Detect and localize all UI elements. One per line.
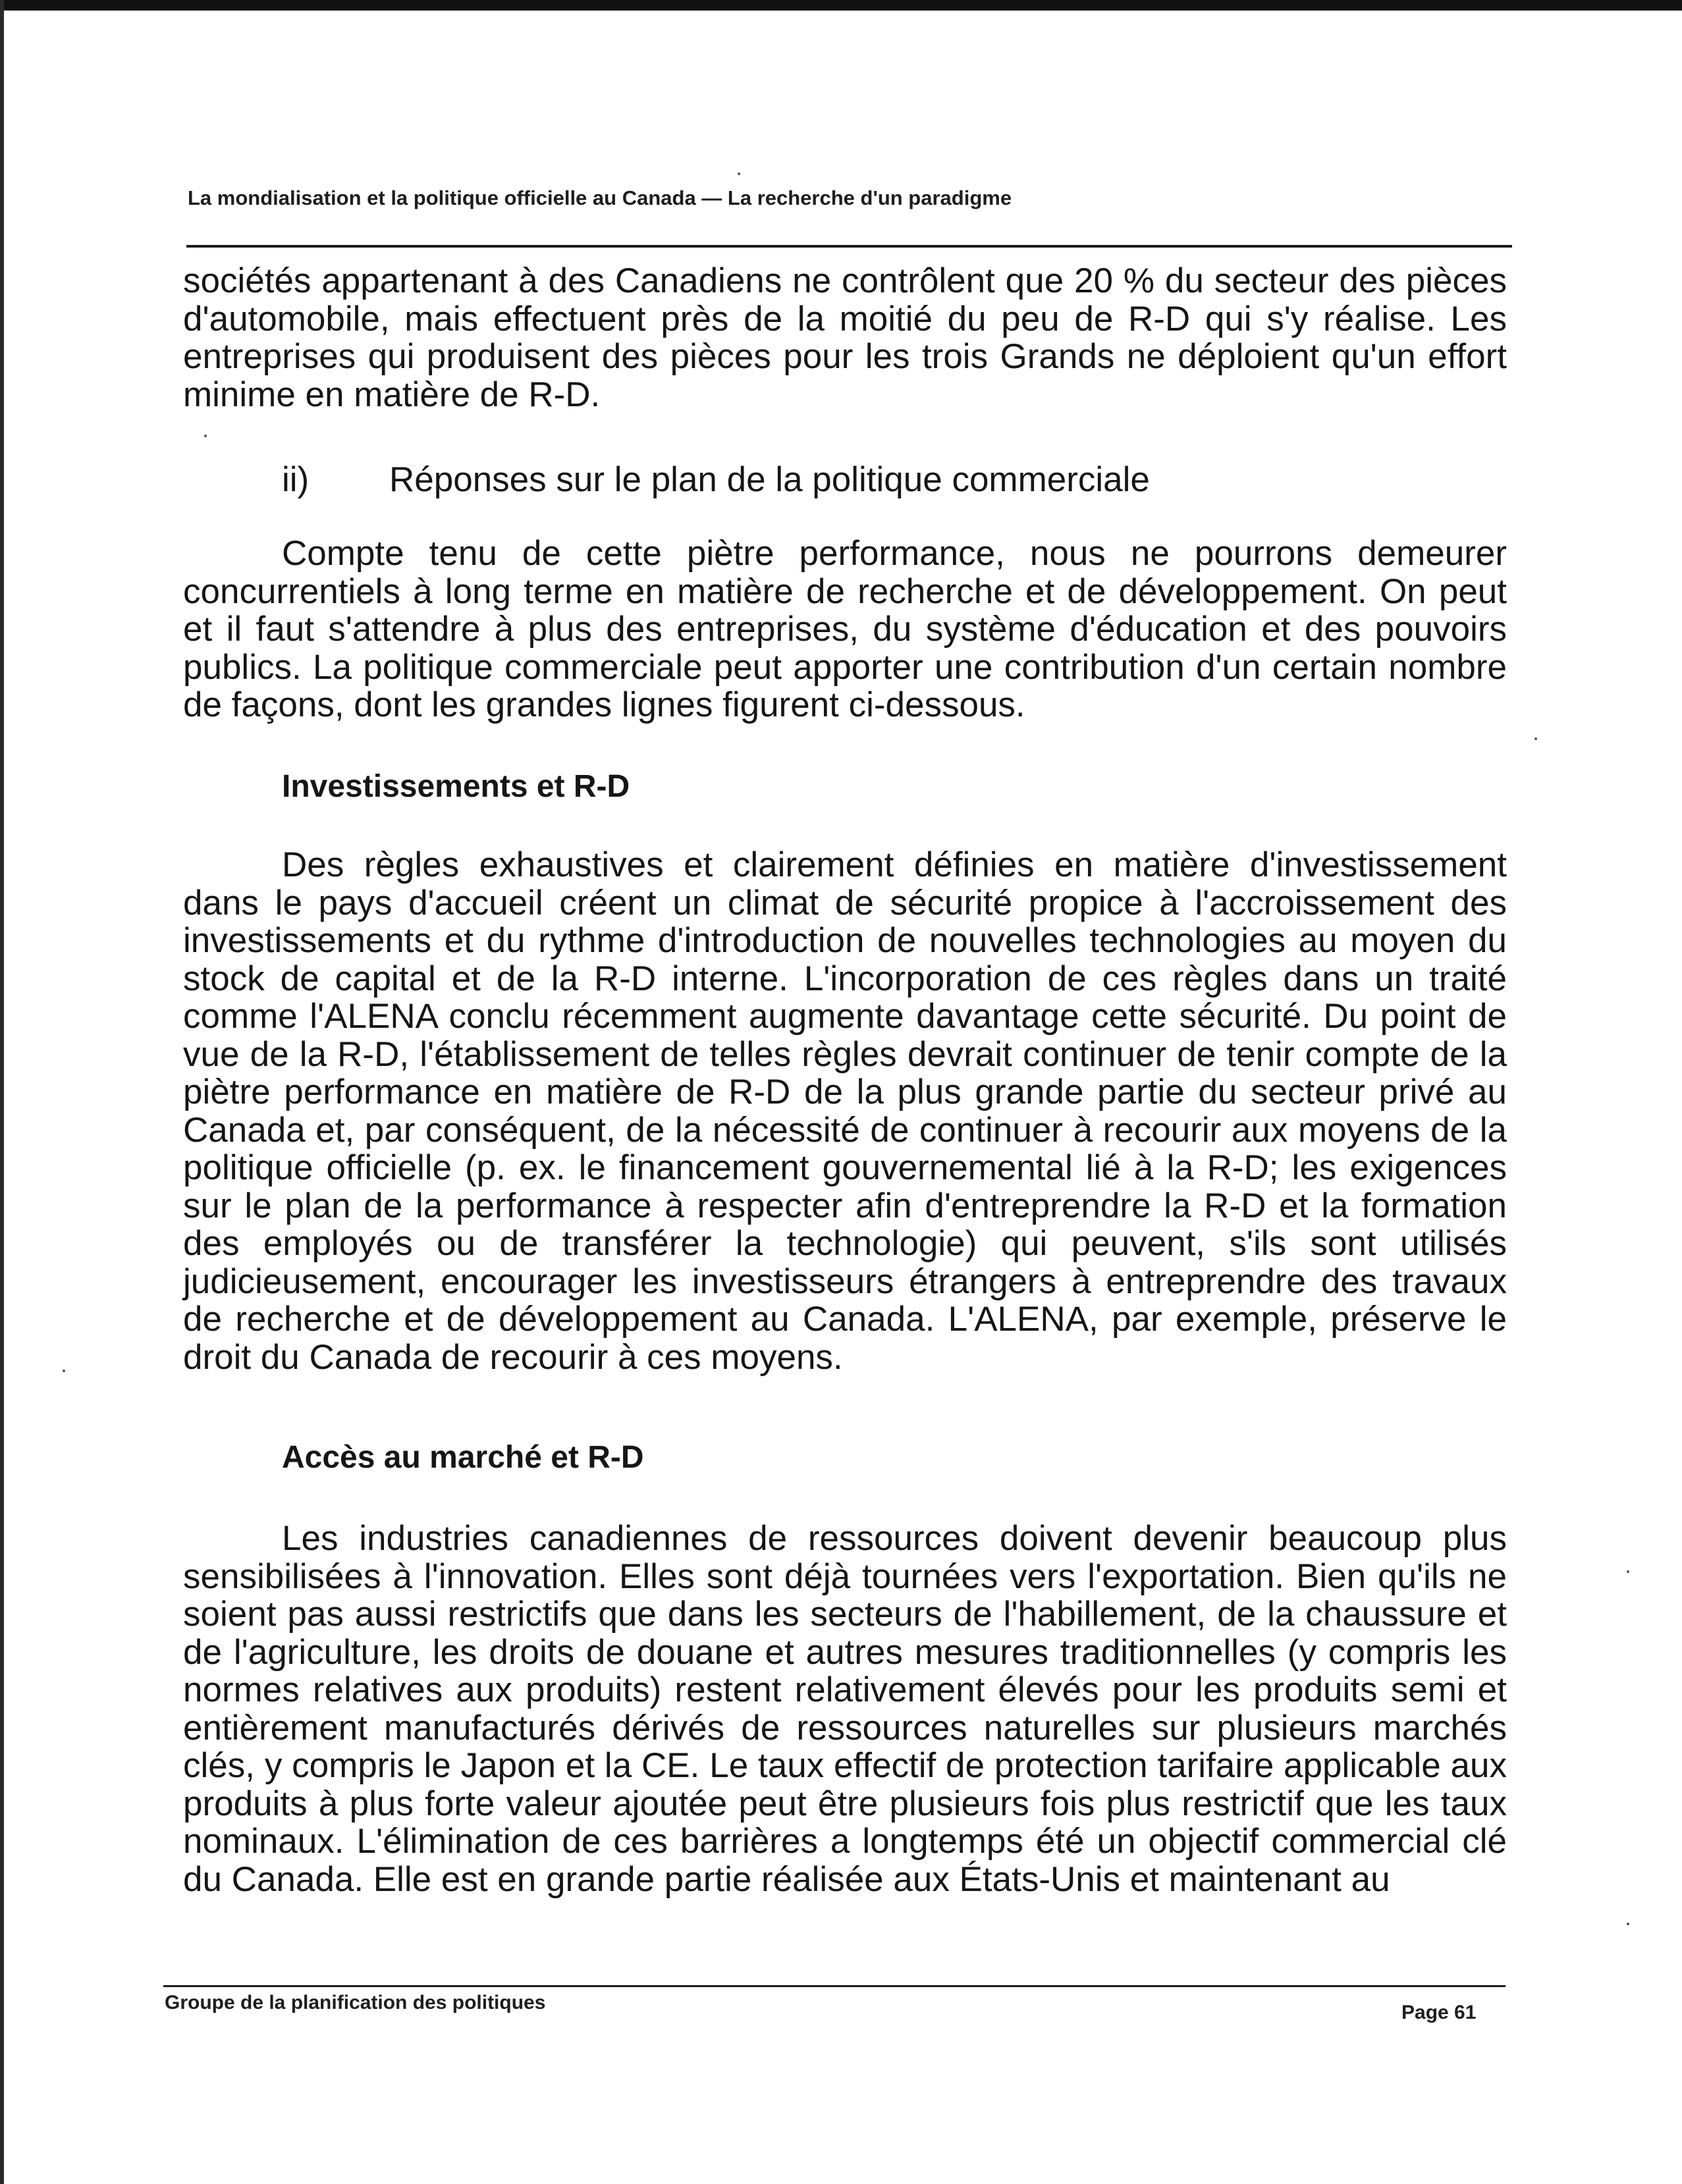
scan-speck [204,435,207,437]
footer-rule [163,1985,1506,1987]
scan-border-top [0,0,1682,11]
heading-market-access: Accès au marché et R-D [282,1440,644,1475]
paragraph-continuation: sociétés appartenant à des Canadiens ne contrôlent que 20 % du secteur des pièces d'automobile, mais effectuent près de la moitié du peu de R-D qui s'y réalise. Les entreprises qui produisent des pièces pour les trois Grands ne déploient qu'un effort minime en matière de R-D. [183,261,1507,414]
paragraph-performance: Compte tenu de cette piètre performance, nous ne pourrons demeurer concurrentiels à long terme en matière de recherche et de développement. On peut et il faut s'attendre à plus des entreprises, du système d'éducation et des pouvoirs publics. La politique commerciale peut apporter une contribution d'un certain nombre de façons, dont les grandes lignes figurent ci-dessous. [183,534,1507,724]
subsection-heading [282,461,1150,499]
subsection-title: Réponses sur le plan de la politique commerciale [389,460,1150,499]
scan-speck [63,1370,65,1372]
scan-speck [738,173,740,175]
footer-group: Groupe de la planification des politiques [165,1992,546,2013]
heading-investments: Investissements et R-D [282,769,630,804]
paragraph-investments: Des règles exhaustives et clairement définies en matière d'investissement dans le pays d'accueil créent un climat de sécurité propice à l'accroissement des investissements et du rythme d'introduction de nouvelles technologies au moyen du stock de capital et de la R-D interne. L'incorporation de ces règles dans un traité comme l'ALENA conclu récemment augmente davantage cette sécurité. Du point de vue de la R-D, l'établissement de telles règles devrait continuer de tenir compte de la piètre performance en matière de R-D de la plus grande partie du secteur privé au Canada et, par conséquent, de la nécessité de continuer à recourir aux moyens de la politique officielle (p. ex. le financement gouvernemental lié à la R-D; les exigences sur le plan de la performance à respecter afin d'entreprendre la R-D et la formation des employés ou de transférer la technologie) qui peuvent, s'ils sont utilisés judicieusement, encourager les investisseurs étrangers à entreprendre des travaux de recherche et de développement au Canada. L'ALENA, par exemple, préserve le droit du Canada de recourir à ces moyens. [183,845,1507,1377]
paragraph-market-access: Les industries canadiennes de ressources doivent devenir beaucoup plus sensibilisées à l'innovation. Elles sont déjà tournées vers l'exportation. Bien qu'ils ne soient pas aussi restrictifs que dans les secteurs de l'habillement, de la chaussure et de l'agriculture, les droits de douane et autres mesures traditionnelles (y compris les normes relatives aux produits) restent relativement élevés pour les produits semi et entièrement manufacturés dérivés de ressources naturelles sur plusieurs marchés clés, y compris le Japon et la CE. Le taux effectif de protection tarifaire applicable aux produits à plus forte valeur ajoutée peut être plusieurs fois plus restrictif que les taux nominaux. L'élimination de ces barrières a longtemps été un objectif commercial clé du Canada. Elle est en grande partie réalisée aux États-Unis et maintenant au [183,1519,1507,1899]
subsection-number: ii) [282,460,310,499]
header-rule [186,245,1512,248]
scan-speck [1627,1923,1629,1925]
page-number: Page 61 [1401,2002,1477,2023]
scan-border-left [0,0,4,2184]
running-header: La mondialisation et la politique officielle au Canada — La recherche d'un paradigme [188,186,1012,209]
scan-speck [1627,1570,1629,1573]
scan-speck [1534,737,1537,740]
